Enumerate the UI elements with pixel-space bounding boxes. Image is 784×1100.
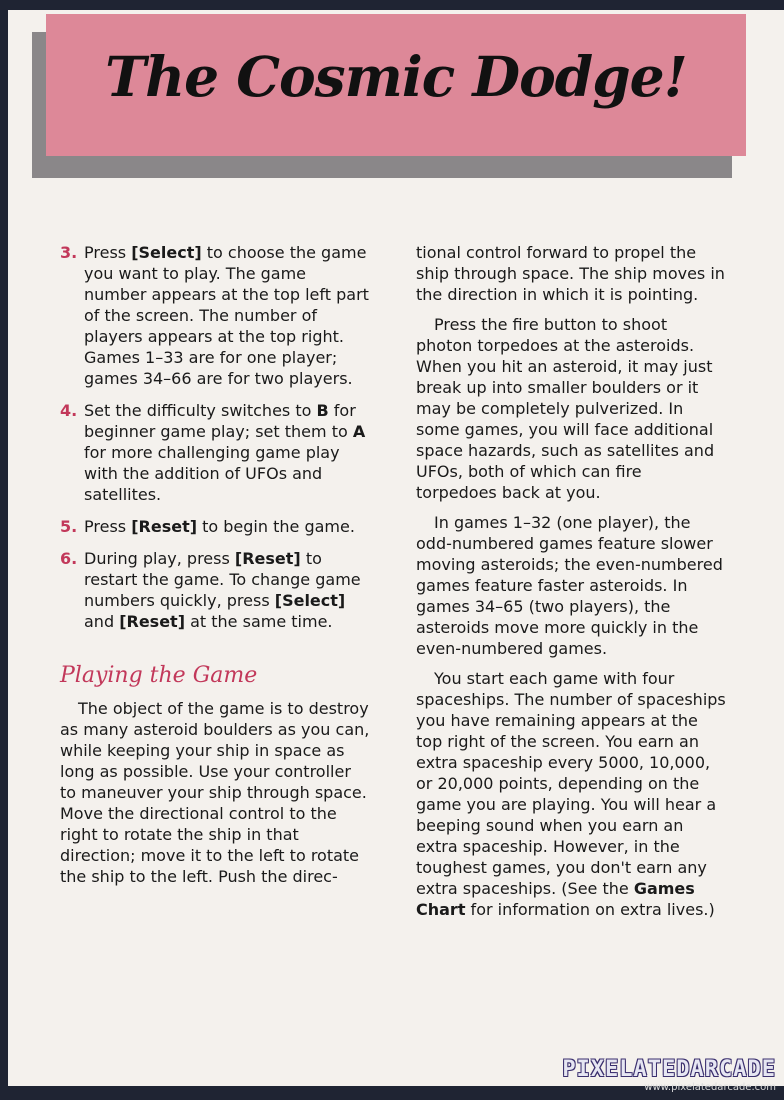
step-number: 4. [60, 401, 78, 420]
step-number: 3. [60, 243, 78, 262]
step-item [60, 548, 370, 632]
step-text: Press [84, 517, 132, 536]
paragraph-text: You start each game with four spaceships. The number of spaceships you have remaining appears at the top right of the screen. You earn an extra spaceship every 5000, 10,000, or 20,000 points, depending on the game you are playing. You will hear a beeping sound when you earn an extra spaceship. However, in the toughest games, you don't earn any extra spaceships. (See the [416, 669, 726, 898]
right-column [416, 242, 726, 929]
watermark-url: www.pixelatedarcade.com [644, 1082, 776, 1093]
key-label: [Reset] [131, 517, 198, 536]
manual-page [8, 10, 784, 1086]
watermark [562, 1058, 776, 1094]
step-text: to restart the game. To change game numbers quickly, press [84, 549, 361, 610]
key-label: A [352, 422, 366, 441]
key-label: [Select] [274, 591, 346, 610]
section-heading: Playing the Game [60, 663, 258, 688]
games-chart-reference: Games Chart [416, 879, 695, 919]
step-text: to begin the game. [197, 517, 355, 536]
body-paragraph-continued: tional control forward to propel the ship through space. The ship moves in the direction in which it is pointing. [416, 243, 725, 304]
page-title: The Cosmic Dodge! [105, 44, 687, 109]
key-label: [Select] [131, 243, 202, 262]
watermark-logo: PIXELATEDARCADE [562, 1057, 776, 1082]
step-item [60, 242, 370, 389]
body-paragraph: Press the fire button to shoot photon torpedoes at the asteroids. When you hit an asteroid, it may just break up into smaller boulders or it may be completely pulverized. In some games, you will face additional space hazards, such as satellites and UFOs, both of which can fire torpedoes back at you. [416, 315, 715, 502]
step-text: for beginner game play; set them to [84, 401, 356, 441]
step-text: Press [84, 243, 132, 262]
left-column [60, 242, 370, 896]
step-text: and [84, 612, 120, 631]
step-text: During play, press [84, 549, 235, 568]
key-label: [Reset] [234, 549, 301, 568]
step-number: 6. [60, 549, 78, 568]
step-text: for more challenging game play with the addition of UFOs and satellites. [84, 443, 340, 504]
step-text: at the same time. [185, 612, 333, 631]
step-item [60, 400, 370, 505]
paragraph-text: for information on extra lives.) [465, 900, 715, 919]
body-paragraph: The object of the game is to destroy as many asteroid boulders as you can, while keeping your ship in space as long as possible. Use your controller to maneuver your ship through space. Move the directional control to the right to rotate the ship in that direction; move it to the left to rotate the ship to the left. Push the direc- [60, 699, 370, 886]
body-paragraph: In games 1–32 (one player), the odd-numbered games feature slower moving asteroids; the even-numbered games feature faster asteroids. In games 34–65 (two players), the asteroids move more quickly in the even-numbered games. [416, 513, 723, 658]
key-label: B [316, 401, 329, 420]
body-paragraph [416, 668, 726, 920]
step-text: to choose the game you want to play. The game number appears at the top left part of the screen. The number of players appears at the top right. Games 1–33 are for one player; games 34–66 are for two players. [84, 243, 369, 388]
step-text: Set the difficulty switches to [84, 401, 317, 420]
step-number: 5. [60, 517, 78, 536]
title-banner [46, 14, 746, 156]
key-label: [Reset] [119, 612, 186, 631]
step-item [60, 516, 370, 537]
